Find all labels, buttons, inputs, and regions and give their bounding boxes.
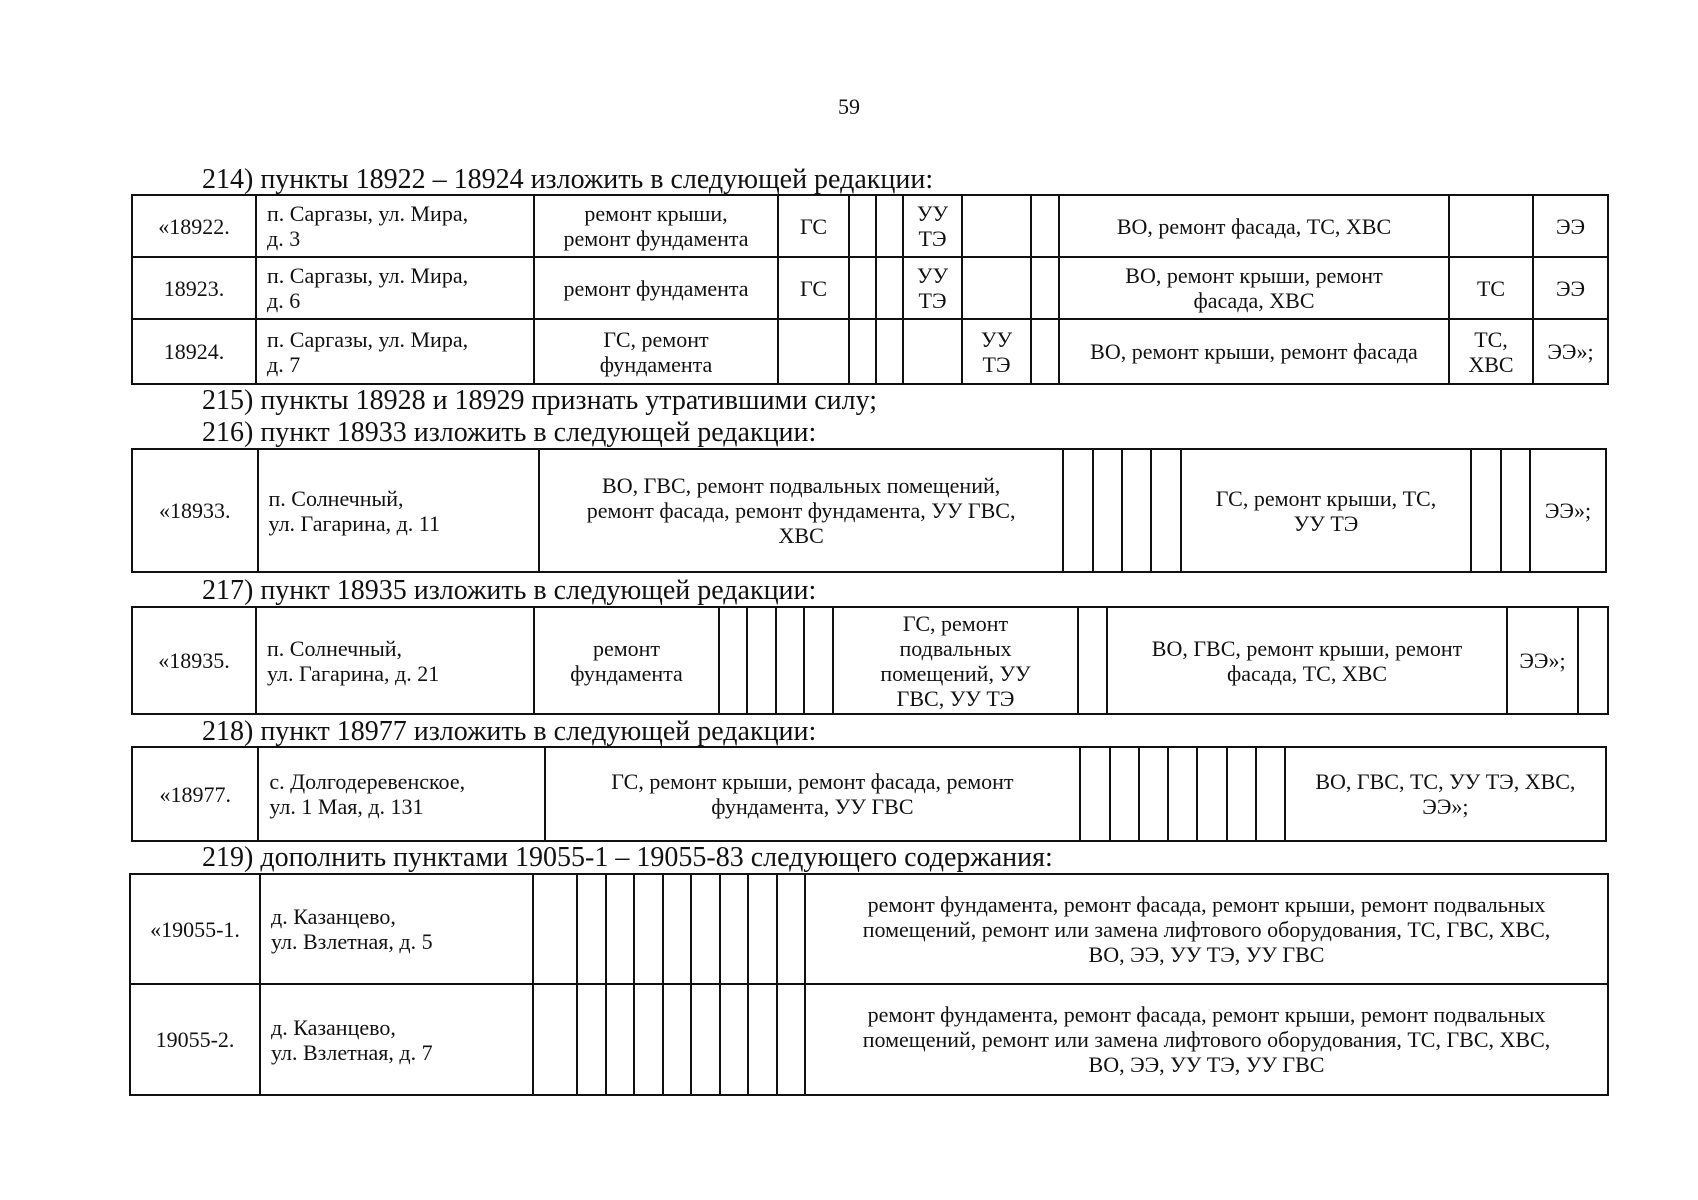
empty-cell bbox=[962, 195, 1031, 257]
empty-cell bbox=[849, 195, 876, 257]
empty-cell bbox=[1110, 747, 1140, 841]
empty-cell bbox=[1256, 747, 1285, 841]
year-cell: ГС, ремонт подвальных помещений, УУ ГВС, УУ ТЭ bbox=[833, 607, 1078, 714]
row-number: 18924. bbox=[132, 319, 256, 384]
year-cell: УУ ТЭ bbox=[962, 319, 1031, 384]
works-cell: ГС, ремонт крыши, ремонт фасада, ремонт фундамента, УУ ГВС bbox=[545, 747, 1080, 841]
empty-cell bbox=[778, 319, 849, 384]
heading-216: 216) пункт 18933 изложить в следующей редакции: bbox=[202, 417, 817, 448]
empty-cell bbox=[1031, 257, 1059, 319]
empty-cell bbox=[777, 874, 805, 984]
table-row bbox=[132, 319, 1608, 384]
address-cell: п. Солнечный, ул. Гагарина, д. 11 bbox=[258, 449, 539, 572]
table-row bbox=[132, 747, 1606, 841]
table-row bbox=[132, 257, 1608, 319]
empty-cell bbox=[1578, 607, 1608, 714]
heading-215: 215) пункты 18928 и 18929 признать утратившими силу; bbox=[202, 385, 878, 416]
year-cell: ВО, ремонт крыши, ремонт фасада, ХВС bbox=[1059, 257, 1449, 319]
heading-218: 218) пункт 18977 изложить в следующей редакции: bbox=[202, 716, 817, 747]
empty-cell bbox=[606, 984, 634, 1095]
empty-cell bbox=[1078, 607, 1107, 714]
year-cell: ЭЭ»; bbox=[1530, 449, 1606, 572]
year-cell: ВО, ремонт фасада, ТС, ХВС bbox=[1059, 195, 1449, 257]
empty-cell bbox=[748, 984, 777, 1095]
table-217 bbox=[131, 606, 1609, 715]
empty-cell bbox=[1093, 449, 1122, 572]
heading-214: 214) пункты 18922 – 18924 изложить в следующей редакции: bbox=[202, 164, 934, 195]
empty-cell bbox=[1168, 747, 1198, 841]
year-cell: ЭЭ»; bbox=[1533, 319, 1608, 384]
empty-cell bbox=[634, 984, 663, 1095]
year-cell: ВО, ГВС, ремонт крыши, ремонт фасада, ТС, ХВС bbox=[1107, 607, 1507, 714]
table-214 bbox=[131, 194, 1609, 385]
year-cell: ЭЭ bbox=[1533, 257, 1608, 319]
works-cell: ремонт фундамента, ремонт фасада, ремонт крыши, ремонт подвальных помещений, ремонт или замена лифтового оборудования, ТС, ГВС, ХВС, ВО, ЭЭ, УУ ТЭ, УУ ГВС bbox=[805, 984, 1608, 1095]
empty-cell bbox=[747, 607, 776, 714]
row-number: «18977. bbox=[132, 747, 258, 841]
year-cell: ВО, ГВС, ТС, УУ ТЭ, ХВС, ЭЭ»; bbox=[1285, 747, 1606, 841]
empty-cell bbox=[876, 195, 903, 257]
empty-cell bbox=[1471, 449, 1500, 572]
empty-cell bbox=[804, 607, 833, 714]
empty-cell bbox=[1031, 319, 1059, 384]
empty-cell bbox=[720, 984, 748, 1095]
empty-cell bbox=[606, 874, 634, 984]
empty-cell bbox=[1080, 747, 1110, 841]
row-number: «18933. bbox=[132, 449, 258, 572]
empty-cell bbox=[1122, 449, 1151, 572]
empty-cell bbox=[663, 984, 691, 1095]
address-cell: п. Саргазы, ул. Мира, д. 7 bbox=[256, 319, 534, 384]
address-cell: п. Солнечный, ул. Гагарина, д. 21 bbox=[256, 607, 534, 714]
address-cell: с. Долгодеревенское, ул. 1 Мая, д. 131 bbox=[258, 747, 544, 841]
empty-cell bbox=[663, 874, 691, 984]
address-cell: п. Саргазы, ул. Мира, д. 6 bbox=[256, 257, 534, 319]
address-cell: д. Казанцево, ул. Взлетная, д. 5 bbox=[260, 874, 533, 984]
empty-cell bbox=[876, 319, 903, 384]
empty-cell bbox=[849, 319, 876, 384]
empty-cell bbox=[777, 984, 805, 1095]
row-number: «18935. bbox=[132, 607, 256, 714]
empty-cell bbox=[1151, 449, 1180, 572]
works-cell: ГС, ремонт фундамента bbox=[534, 319, 778, 384]
empty-cell bbox=[1227, 747, 1257, 841]
row-number: 19055-2. bbox=[130, 984, 260, 1095]
address-cell: п. Саргазы, ул. Мира, д. 3 bbox=[256, 195, 534, 257]
works-cell: ремонт фундамента, ремонт фасада, ремонт крыши, ремонт подвальных помещений, ремонт или замена лифтового оборудования, ТС, ГВС, ХВС, ВО, ЭЭ, УУ ТЭ, УУ ГВС bbox=[805, 874, 1608, 984]
year-cell: ВО, ремонт крыши, ремонт фасада bbox=[1059, 319, 1449, 384]
year-cell: ГС bbox=[778, 257, 849, 319]
empty-cell bbox=[533, 984, 577, 1095]
works-cell: ВО, ГВС, ремонт подвальных помещений, ремонт фасада, ремонт фундамента, УУ ГВС, ХВС bbox=[539, 449, 1063, 572]
year-cell: ТС bbox=[1449, 257, 1533, 319]
year-cell: ТС, ХВС bbox=[1449, 319, 1533, 384]
empty-cell bbox=[748, 874, 777, 984]
table-219 bbox=[129, 873, 1609, 1096]
table-row bbox=[132, 449, 1606, 572]
empty-cell bbox=[776, 607, 804, 714]
empty-cell bbox=[691, 874, 720, 984]
year-cell: УУ ТЭ bbox=[903, 257, 962, 319]
empty-cell bbox=[903, 319, 962, 384]
empty-cell bbox=[577, 874, 606, 984]
empty-cell bbox=[577, 984, 606, 1095]
empty-cell bbox=[1031, 195, 1059, 257]
empty-cell bbox=[691, 984, 720, 1095]
empty-cell bbox=[533, 874, 577, 984]
empty-cell bbox=[1501, 449, 1530, 572]
year-cell: ЭЭ»; bbox=[1507, 607, 1578, 714]
table-row bbox=[130, 984, 1608, 1095]
empty-cell bbox=[1197, 747, 1227, 841]
empty-cell bbox=[962, 257, 1031, 319]
row-number: «18922. bbox=[132, 195, 256, 257]
heading-219: 219) дополнить пунктами 19055-1 – 19055-83 следующего содержания: bbox=[202, 842, 1053, 873]
address-cell: д. Казанцево, ул. Взлетная, д. 7 bbox=[260, 984, 533, 1095]
empty-cell bbox=[1449, 195, 1533, 257]
year-cell: ГС bbox=[778, 195, 849, 257]
row-number: 18923. bbox=[132, 257, 256, 319]
year-cell: УУ ТЭ bbox=[903, 195, 962, 257]
row-number: «19055-1. bbox=[130, 874, 260, 984]
empty-cell bbox=[1063, 449, 1092, 572]
heading-217: 217) пункт 18935 изложить в следующей редакции: bbox=[202, 575, 817, 606]
works-cell: ремонт фундамента bbox=[534, 607, 719, 714]
table-218 bbox=[131, 746, 1607, 842]
year-cell: ГС, ремонт крыши, ТС, УУ ТЭ bbox=[1181, 449, 1472, 572]
empty-cell bbox=[1139, 747, 1168, 841]
table-row bbox=[132, 195, 1608, 257]
table-row bbox=[132, 607, 1608, 714]
empty-cell bbox=[634, 874, 663, 984]
empty-cell bbox=[720, 874, 748, 984]
table-216 bbox=[131, 448, 1607, 573]
year-cell: ЭЭ bbox=[1533, 195, 1608, 257]
works-cell: ремонт крыши, ремонт фундамента bbox=[534, 195, 778, 257]
table-row bbox=[130, 874, 1608, 984]
works-cell: ремонт фундамента bbox=[534, 257, 778, 319]
empty-cell bbox=[849, 257, 876, 319]
empty-cell bbox=[719, 607, 747, 714]
page-number: 59 bbox=[838, 94, 860, 119]
empty-cell bbox=[876, 257, 903, 319]
